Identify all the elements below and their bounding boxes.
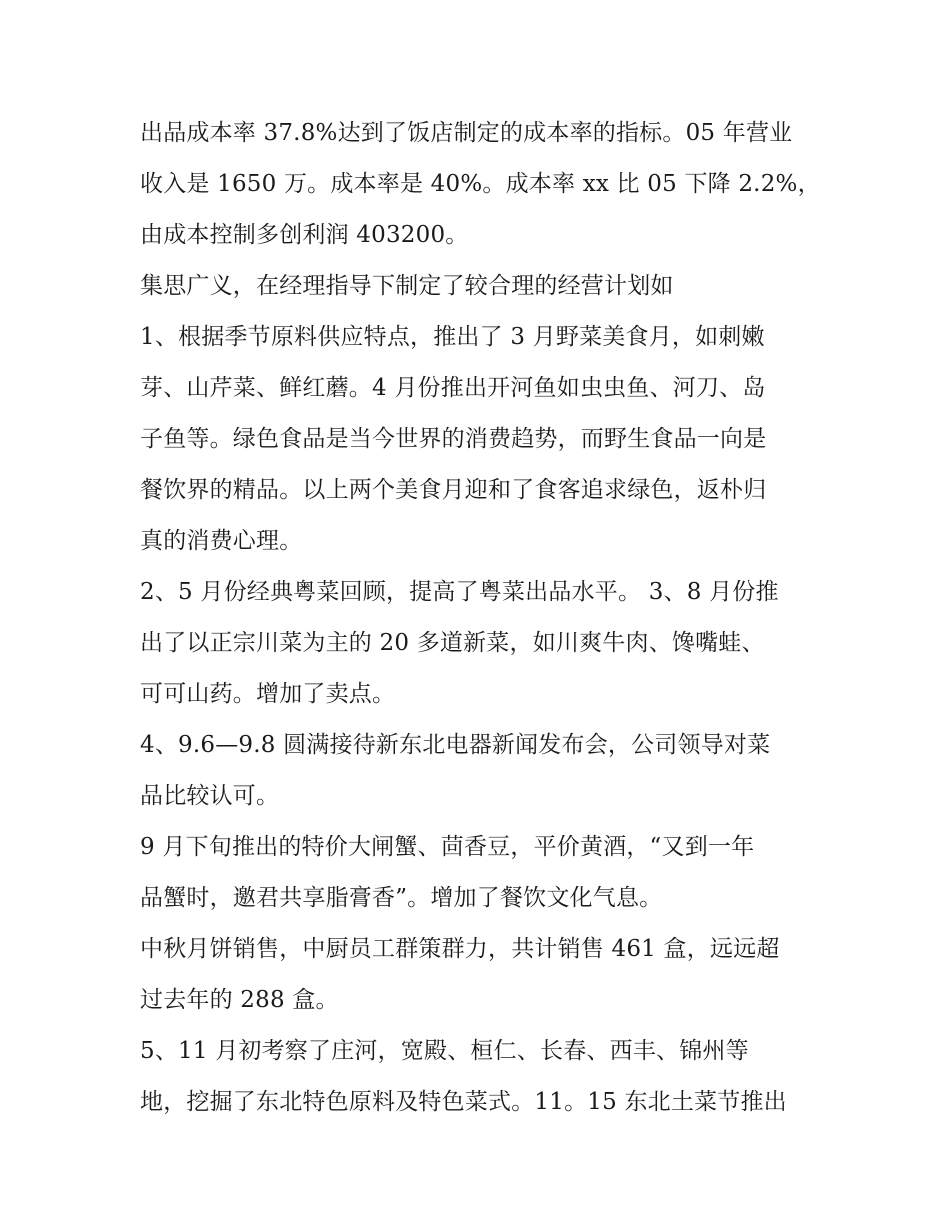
text-line: 过去年的 288 盒。	[140, 987, 339, 1013]
text-line: 真的消费心理。	[140, 528, 303, 554]
text-line: 地，挖掘了东北特色原料及特色菜式。11。15 东北土菜节推出	[140, 1089, 787, 1115]
text-line: 4、9.6—9.8 圆满接待新东北电器新闻发布会，公司领导对菜	[140, 732, 771, 758]
document-body	[140, 108, 820, 1128]
text-line: 集思广义，在经理指导下制定了较合理的经营计划如	[140, 273, 674, 299]
text-line: 9 月下旬推出的特价大闸蟹、茴香豆，平价黄酒，“又到一年	[140, 834, 755, 860]
text-line: 收入是 1650 万。成本率是 40%。成本率 xx 比 05 下降 2.2%，	[140, 171, 821, 197]
text-line: 芽、山芹菜、鲜红蘑。4 月份推出开河鱼如虫虫鱼、河刀、岛	[140, 375, 766, 401]
text-line: 2、5 月份经典粤菜回顾，提高了粤菜出品水平。 3、8 月份推	[140, 579, 779, 605]
text-line: 1、根据季节原料供应特点，推出了 3 月野菜美食月，如刺嫩	[140, 324, 765, 350]
text-line: 出了以正宗川菜为主的 20 多道新菜，如川爽牛肉、馋嘴蛙、	[140, 630, 765, 656]
text-line: 由成本控制多创利润 403200。	[140, 222, 469, 248]
text-line: 可可山药。增加了卖点。	[140, 681, 396, 707]
text-line: 中秋月饼销售，中厨员工群策群力，共计销售 461 盒，远远超	[140, 936, 780, 962]
text-line: 5、11 月初考察了庄河，宽殿、桓仁、长春、西丰、锦州等	[140, 1038, 749, 1064]
text-line: 品比较认可。	[140, 783, 280, 809]
text-line: 品蟹时，邀君共享脂膏香”。增加了餐饮文化气息。	[140, 885, 663, 911]
text-line: 出品成本率 37.8%达到了饭店制定的成本率的指标。05 年营业	[140, 120, 793, 146]
text-line: 子鱼等。绿色食品是当今世界的消费趋势，而野生食品一向是	[140, 426, 767, 452]
text-line: 餐饮界的精品。以上两个美食月迎和了食客追求绿色，返朴归	[140, 477, 767, 503]
